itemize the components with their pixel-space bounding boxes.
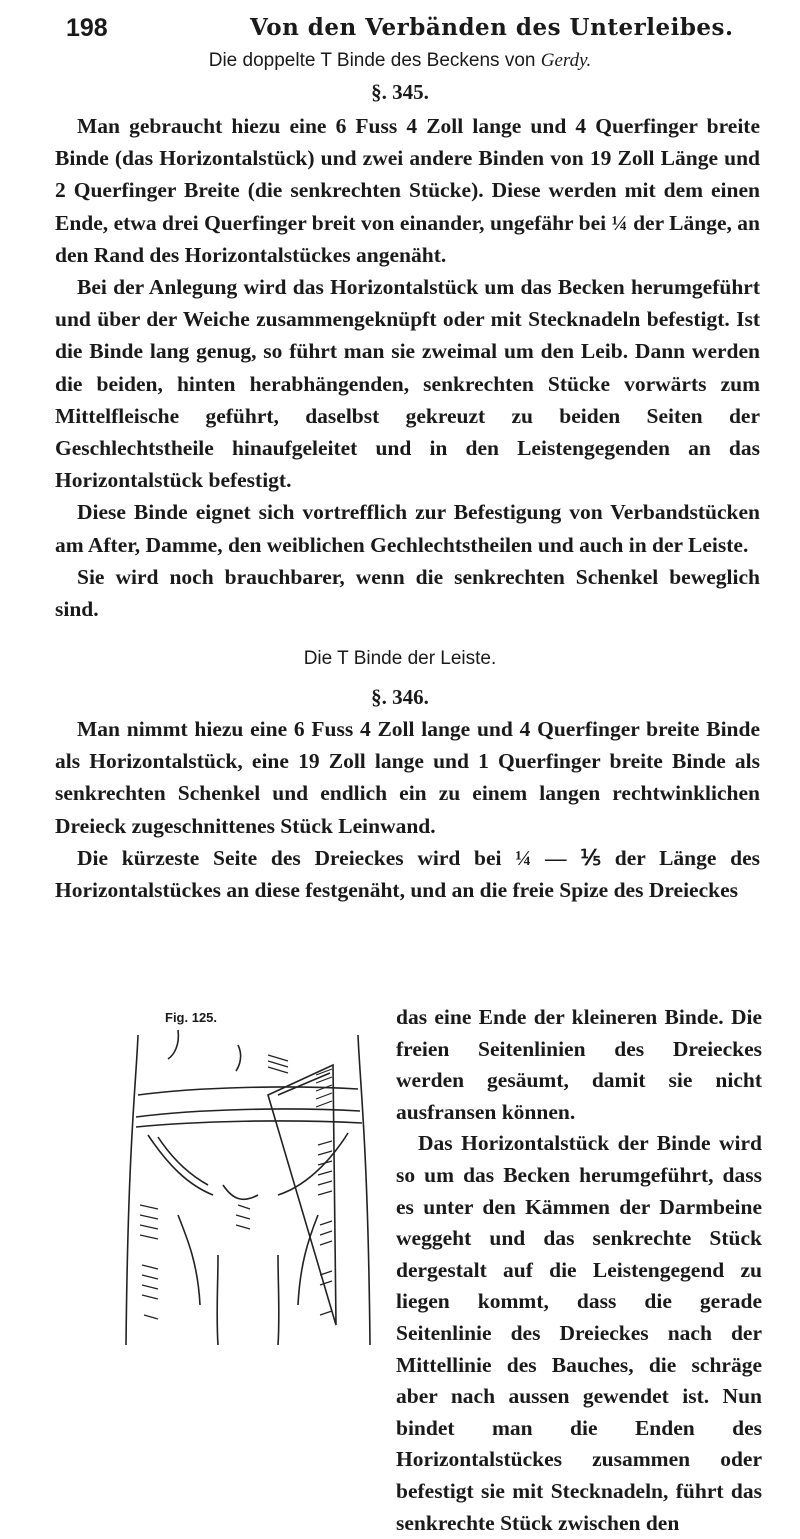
section-345-number: §. 345. (371, 80, 429, 104)
section-346-wrapped-text (396, 1002, 762, 1539)
section-345-title-text: Die doppelte T Binde des Beckens von (208, 50, 541, 71)
running-head: Von den Verbänden des Unterleibes. (250, 14, 734, 41)
page-number: 198 (66, 14, 108, 42)
paragraph: Sie wird noch brauchbarer, wenn die senkrechten Schenkel beweglich sind. (55, 564, 760, 622)
figure-label: Fig. 125. (165, 1010, 218, 1025)
paragraph: Diese Binde eignet sich vortrefflich zur Befestigung von Verbandstücken am After, Damme, den weiblichen Gechlechtstheilen und auch in der Leiste. (55, 500, 760, 557)
pelvis-bandage-illustration (118, 1025, 378, 1345)
paragraph: Man gebraucht hiezu eine 6 Fuss 4 Zoll lange und 4 Querfinger breite Binde (das Horizontalstück) und zwei andere Binden von 19 Zoll Länge und 2 Querfinger Breite (die senkrechten Stücke). Diese werden mit dem einen Ende, etwa drei Querfinger breit von einander, ungefähr bei ¼ der Länge, an den Rand des Horizontalstückes angenäht. (55, 114, 760, 267)
paragraph: Das Horizontalstück der Binde wird so um das Becken herumgeführt, dass es unter den Kämmen der Darmbeine weggeht und das senkrechte Stück dergestalt auf die Leistengegend zu liegen kommt, dass die gerade Seitenlinie des Dreieckes nach der Mittellinie des Bauches, die schräge aber nach aussen gewendet ist. Nun bindet man die Enden des Horizontalstückes zusammen oder befestigt sie mit Stecknadeln, führt das senkrechte Stück zwischen den (396, 1131, 762, 1535)
section-346-number: §. 346. (371, 685, 429, 709)
paragraph: Die kürzeste Seite des Dreieckes wird bei ¼ — ⅕ der Länge des Horizontalstückes an diese festgenäht, und an die freie Spize des Dreieckes (55, 845, 760, 903)
paragraph: das eine Ende der kleineren Binde. Die freien Seitenlinien des Dreieckes werden gesäumt, damit sie nicht ausfransen können. (396, 1005, 762, 1124)
section-345-title-author: Gerdy. (540, 50, 592, 71)
section-346-title: Die T Binde der Leiste. (303, 648, 497, 669)
section-345-body (55, 110, 760, 625)
section-345-title (0, 50, 800, 72)
page-header (60, 4, 760, 42)
paragraph: Man nimmt hiezu eine 6 Fuss 4 Zoll lange und 4 Querfinger breite Binde als Horizontalstück, eine 19 Zoll lange und 1 Querfinger breite Binde als senkrechten Schenkel und endlich ein zu einem langen rechtwinklichen Dreieck zugeschnittenes Stück Leinwand. (55, 717, 760, 838)
paragraph: Bei der Anlegung wird das Horizontalstück um das Becken herumgeführt und über der Weiche zusammengeknüpft oder mit Stecknadeln befestigt. Ist die Binde lang genug, so führt man sie zweimal um den Leib. Dann werden die beiden, hinten herabhängenden, senkrechten Stücke vorwärts zum Mittelfleische geführt, daselbst gekreuzt zu beiden Seiten der Geschlechtstheile hinaufgeleitet und in den Leistengegenden an das Horizontalstück befestigt. (55, 275, 760, 493)
section-346-body (55, 713, 760, 906)
